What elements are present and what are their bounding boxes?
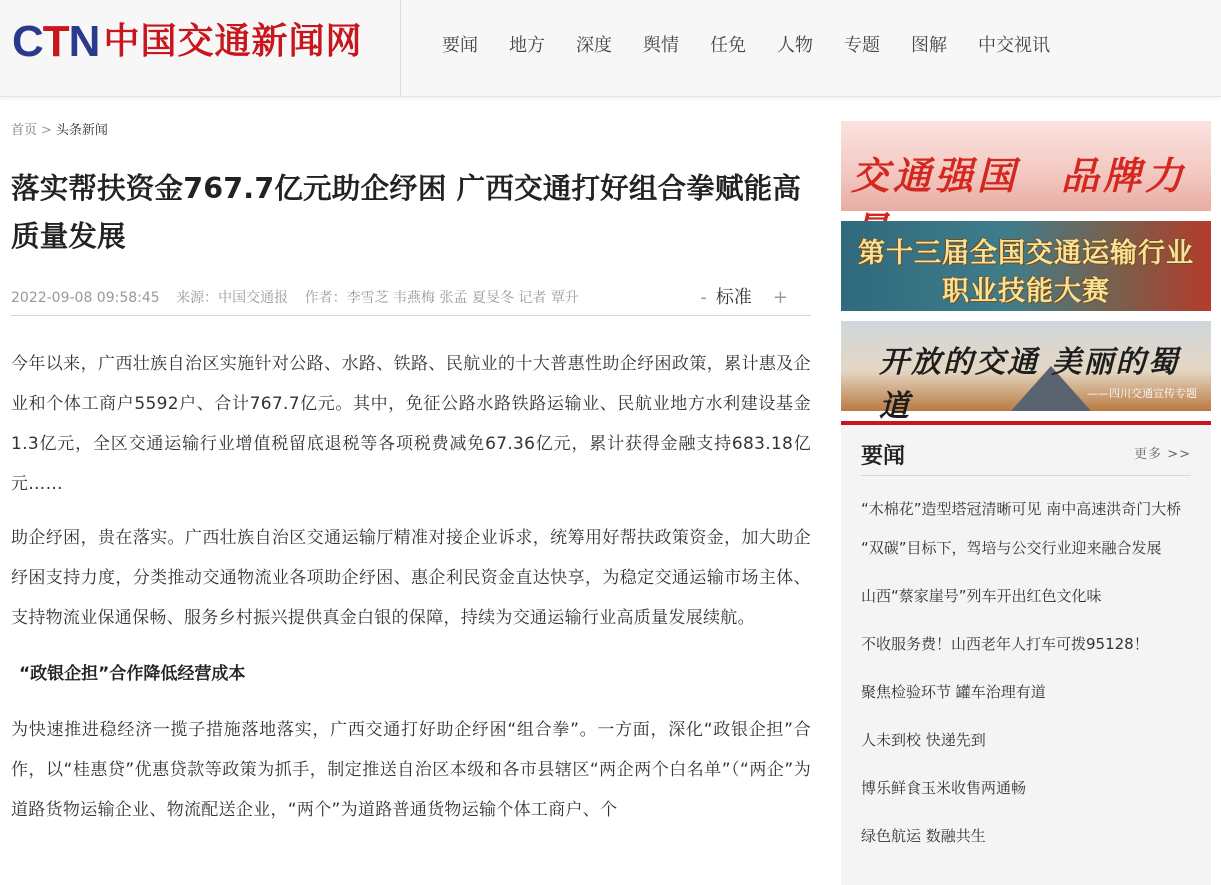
banner-skills-contest[interactable] [841,221,1211,311]
font-size-label: 标准 [715,287,752,308]
nav-item-renmian[interactable]: 任免 [710,35,746,56]
banner-text: 开放的交通 美丽的蜀道 [879,345,1180,424]
banner-subtext: ——四川交通宣传专题 [1087,387,1197,400]
nav-item-renwu[interactable]: 人物 [777,35,813,56]
news-link[interactable]: 博乐鲜食玉米收售两通畅 [861,779,1027,797]
breadcrumb-separator: > [41,123,52,138]
article-column [11,110,811,830]
article-paragraph: 助企纾困，贵在落实。广西壮族自治区交通运输厅精准对接企业诉求，统筹用好帮扶政策资金，加大助企纾困支持力度，分类推动交通物流业各项助企纾困、惠企利民资金直达快享，为稳定交通运输市场主体、支持物流业保通保畅、服务乡村振兴提供真金白银的保障，持续为交通运输行业高质量发展续航。 [11,528,811,628]
main-nav [442,34,1081,58]
news-link[interactable]: “木棉花”造型塔冠清晰可见 南中高速洪奇门大桥 [861,500,1182,518]
news-link[interactable]: 山西“蔡家崖号”列车开出红色文化味 [861,587,1102,605]
news-item[interactable] [861,764,1191,812]
news-link[interactable]: 绿色航运 数融共生 [861,827,986,845]
breadcrumb-home[interactable]: 首页 [11,123,38,138]
news-item[interactable] [861,812,1191,860]
article-paragraph: 今年以来，广西壮族自治区实施针对公路、水路、铁路、民航业的十大普惠性助企纾困政策，累计惠及企业和个体工商户5592户、合计767.7亿元。其中，免征公路水路铁路运输业、民航业地方水利建设基金1.3亿元，全区交通运输行业增值税留底退税等各项税费减免67.36亿元，累计获得金融支持683.18亿元…… [11,354,811,494]
nav-item-yuqing[interactable]: 舆情 [643,35,679,56]
logo-ctn: CTN [12,17,100,66]
news-item[interactable] [861,524,1191,572]
news-item[interactable] [861,620,1191,668]
article-subheading: “政银企担”合作降低经营成本 [19,664,246,684]
banner-text-line1: 第十三届全国交通运输行业 [858,238,1194,269]
news-item[interactable] [861,476,1191,524]
logo-site-name: 中国交通新闻网 [103,21,363,62]
article-author: 作者：李雪芝 韦燕梅 张孟 夏旻冬 记者 覃升 [304,290,579,306]
nav-item-zhuanti[interactable]: 专题 [844,35,880,56]
nav-item-difang[interactable]: 地方 [509,35,545,56]
font-decrease-button[interactable]: - [700,287,707,308]
banner-text: 交通强国 品牌力 [851,153,1188,198]
news-link[interactable]: “双碳”目标下，驾培与公交行业迎来融合发展 [861,539,1162,557]
breadcrumb [11,121,811,141]
article-title: 落实帮扶资金767.7亿元助企纾困 广西交通打好组合拳赋能高质量发展 [11,172,802,253]
article-meta [11,279,811,316]
news-link[interactable]: 聚焦检验环节 罐车治理有道 [861,683,1046,701]
header-divider [400,0,401,96]
news-item[interactable] [861,668,1191,716]
news-link[interactable]: 人未到校 快递先到 [861,731,986,749]
article-source: 来源：中国交通报 [176,290,289,306]
breadcrumb-current[interactable]: 头条新闻 [55,123,108,138]
more-link[interactable]: 更多 >> [1134,447,1191,462]
nav-item-tujie[interactable]: 图解 [911,35,947,56]
news-list [861,476,1191,860]
news-box [841,421,1211,885]
news-heading: 要闻 [861,444,906,469]
nav-item-shendu[interactable]: 深度 [576,35,612,56]
news-item[interactable] [861,572,1191,620]
nav-item-yaowen[interactable]: 要闻 [442,35,478,56]
site-header [0,0,1221,97]
news-link[interactable]: 不收服务费！山西老年人打车可拨95128！ [861,635,1149,653]
sidebar [841,121,1211,885]
font-size-control [691,279,797,317]
banner-jiaotong-qiangguo[interactable] [841,121,1211,211]
font-increase-button[interactable]: + [772,287,788,308]
banner-text-line2: 职业技能大赛 [942,276,1110,307]
article-paragraph: 为快速推进稳经济一揽子措施落地落实，广西交通打好助企纾困“组合拳”。一方面，深化“政银企担”合作，以“桂惠贷”优惠贷款等政策为抓手，制定推送自治区本级和各市县辖区“两企两个白名单”（“两企”为道路货物运输企业、物流配送企业，“两个”为道路普通货物运输个体工商户、个 [11,720,811,820]
news-header [861,425,1191,476]
article-datetime: 2022-09-08 09:58:45 [11,290,160,306]
nav-item-zhongjiao-video[interactable]: 中交视讯 [978,35,1050,56]
site-logo[interactable] [12,18,362,66]
news-item[interactable] [861,716,1191,764]
banner-sichuan-traffic[interactable] [841,321,1211,424]
